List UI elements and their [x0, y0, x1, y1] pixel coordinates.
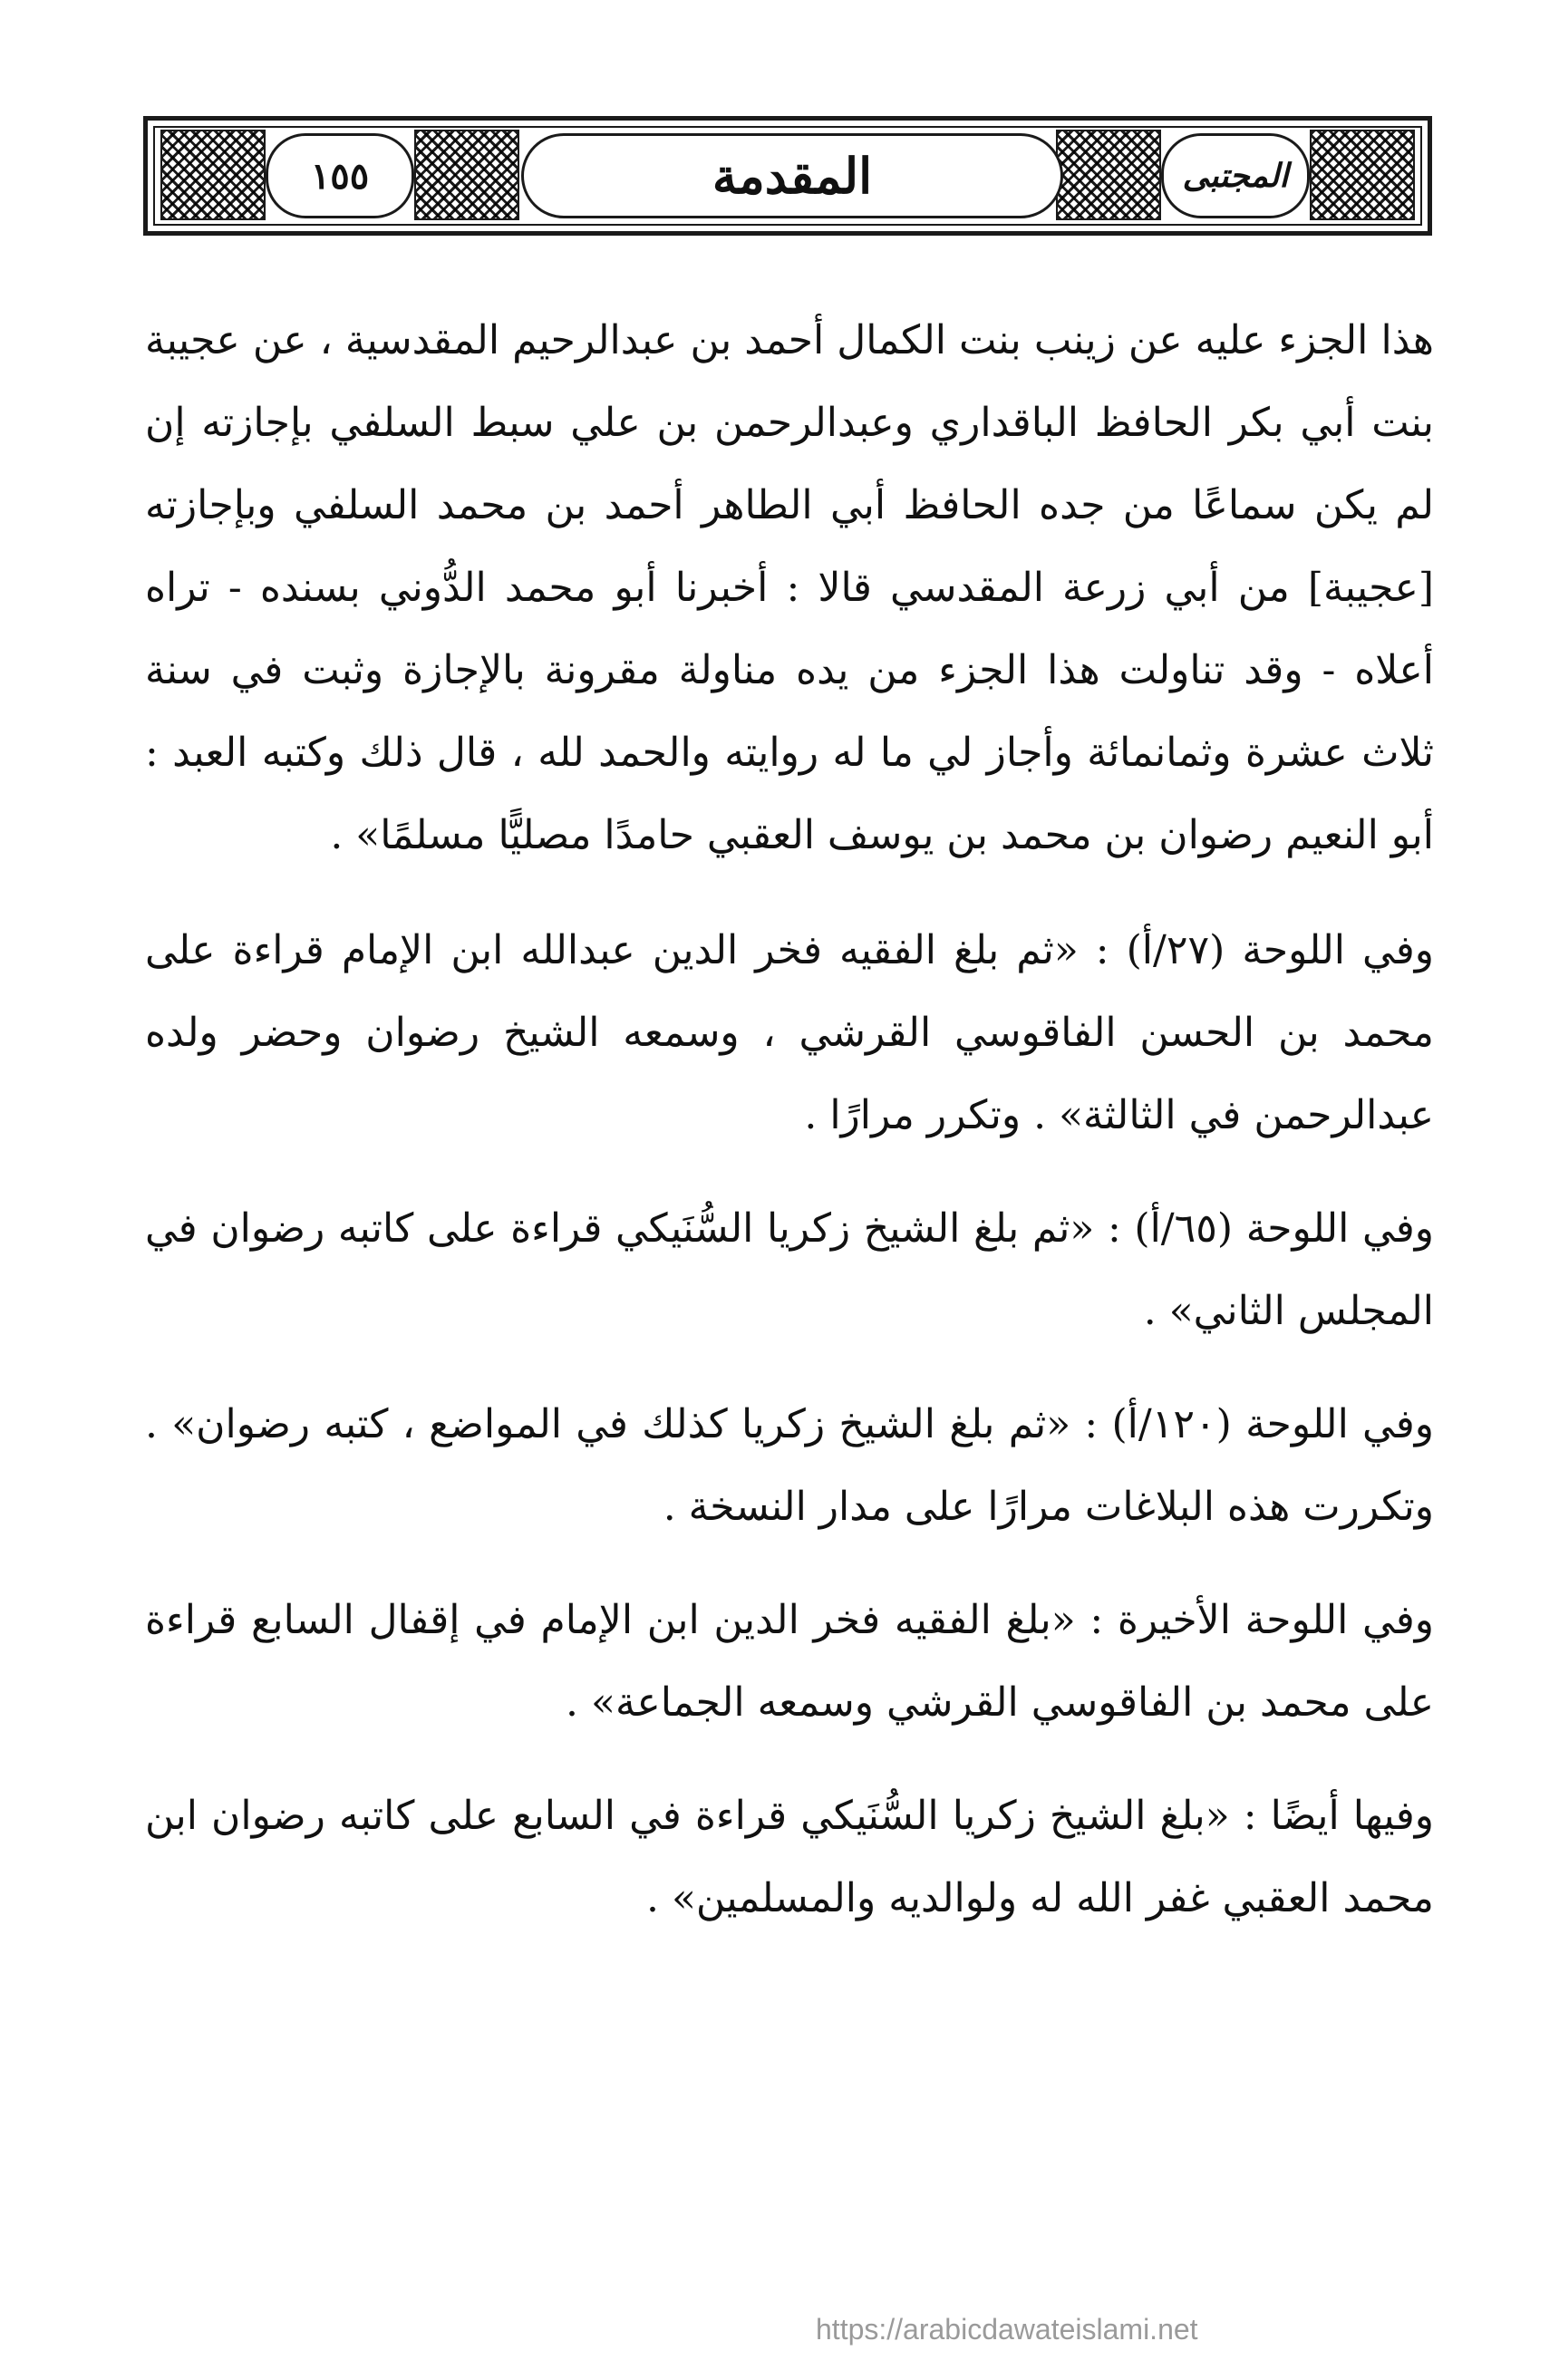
- paragraph-2: وفي اللوحة (٢٧/أ) : «ثم بلغ الفقيه فخر الدين عبدالله ابن الإمام قراءة على محمد بن الحسن الفاقوسي القرشي ، وسمعه الشيخ رضوان وحضر ولده عبدالرحمن في الثالثة» . وتكرر مرارًا .: [145, 927, 1435, 1138]
- header-ornament-center-right: [1056, 130, 1161, 220]
- header-ornament-right: [1310, 130, 1415, 220]
- title-cartouche: [521, 133, 1063, 218]
- page-number: ١٥٥: [310, 154, 370, 198]
- paragraph-3: وفي اللوحة (٦٥/أ) : «ثم بلغ الشيخ زكريا السُّنَيكي قراءة على كاتبه رضوان في المجلس الثاني» .: [145, 1205, 1434, 1334]
- paragraph-4: وفي اللوحة (١٢٠/أ) : «ثم بلغ الشيخ زكريا كذلك في المواضع ، كتبه رضوان» . وتكررت هذه البلاغات مرارًا على مدار النسخة .: [145, 1401, 1435, 1530]
- book-logo-cartouche: [1161, 133, 1310, 218]
- page-body: [145, 299, 1434, 1970]
- book-logo: المجتبى: [1182, 157, 1289, 195]
- watermark-url: https://arabicdawateislami.net: [816, 2313, 1198, 2346]
- chapter-title: المقدمة: [712, 147, 873, 205]
- page-header-banner: [143, 116, 1432, 236]
- page-number-cartouche: [266, 133, 414, 218]
- header-ornament-center-left: [414, 130, 519, 220]
- paragraph-6: وفيها أيضًا : «بلغ الشيخ زكريا السُّنَيكي قراءة في السابع على كاتبه رضوان ابن محمد العقبي غفر الله له ولوالديه والمسلمين» .: [145, 1793, 1434, 1921]
- header-ornament-left: [160, 130, 266, 220]
- paragraph-1: هذا الجزء عليه عن زينب بنت الكمال أحمد بن عبدالرحيم المقدسية ، عن عجيبة بنت أبي بكر الحافظ الباقداري وعبدالرحمن بن علي سبط السلفي بإجازته إن لم يكن سماعًا من جده الحافظ أبي الطاهر أحمد بن محمد السلفي وبإجازته [عجيبة] من أبي زرعة المقدسي قالا : أخبرنا أبو محمد الدُّوني بسنده - تراه أعلاه - وقد تناولت هذا الجزء من يده مناولة مقرونة بالإجازة وثبت في سنة ثلاث عشرة وثمانمائة وأجاز لي ما له روايته والحمد لله ، قال ذلك وكتبه العبد : أبو النعيم رضوان بن محمد بن يوسف العقبي حامدًا مصليًّا مسلمًا» .: [145, 317, 1435, 858]
- paragraph-5: وفي اللوحة الأخيرة : «بلغ الفقيه فخر الدين ابن الإمام في إقفال السابع قراءة على محمد بن الفاقوسي القرشي وسمعه الجماعة» .: [145, 1597, 1434, 1726]
